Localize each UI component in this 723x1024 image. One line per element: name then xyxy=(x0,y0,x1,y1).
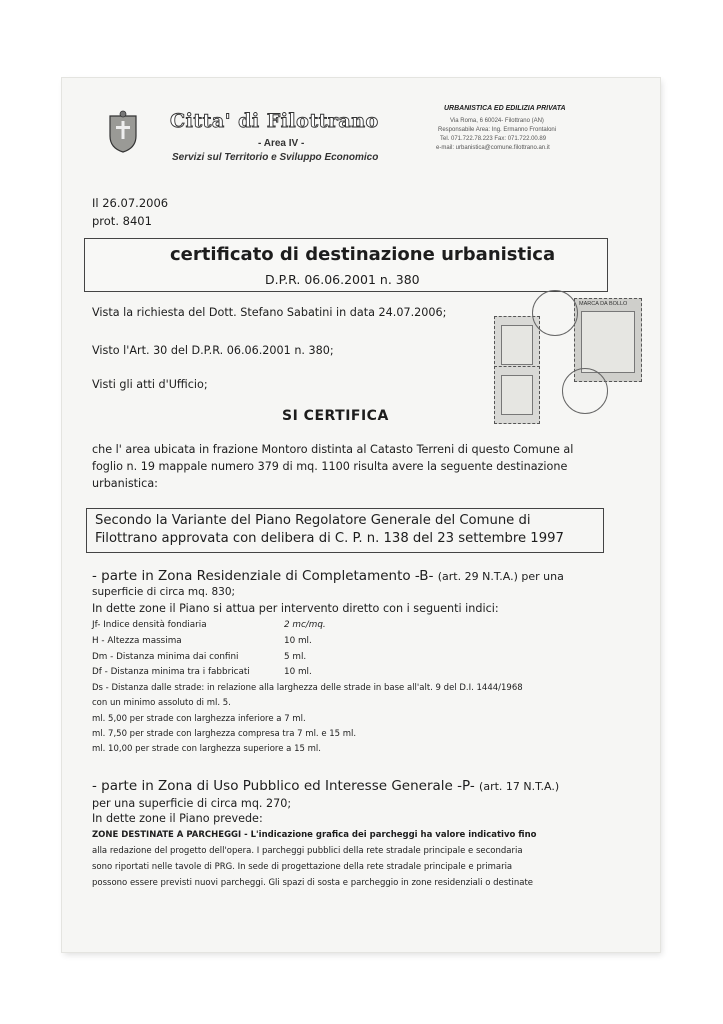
index-value: 2 mc/mq. xyxy=(284,620,326,630)
document-page xyxy=(62,78,660,952)
zone-p-surface: per una superficie di circa mq. 270; xyxy=(92,797,292,810)
ds-line: con un minimo assoluto di ml. 5. xyxy=(92,698,231,708)
city-name: Citta' di Filottrano xyxy=(170,110,379,132)
area-label: - Area IV - xyxy=(258,138,305,149)
si-certifica-heading: SI CERTIFICA xyxy=(282,408,389,424)
revenue-stamp-label: MARCA DA BOLLO xyxy=(579,301,628,307)
office-email: e-mail: urbanistica@comune.filottrano.an.it xyxy=(436,145,550,151)
zone-p-paragraph-line: alla redazione del progetto dell'opera. I parcheggi pubblici della rete stradale principale e secondaria xyxy=(92,846,523,856)
city-crest-icon xyxy=(106,110,140,154)
index-label: Jf- Indice densità fondiaria xyxy=(92,620,207,630)
services-label: Servizi sul Territorio e Sviluppo Economico xyxy=(172,152,379,163)
stamp-small-lower xyxy=(494,366,540,424)
area-description-line: urbanistica: xyxy=(92,477,158,490)
postmark-icon xyxy=(532,290,578,336)
area-description-line: foglio n. 19 mappale numero 379 di mq. 1100 risulta avere la seguente destinazione xyxy=(92,460,568,473)
office-manager: Responsabile Area: Ing. Ermanno Frontaloni xyxy=(438,127,557,133)
index-value: 10 ml. xyxy=(284,636,312,646)
zone-p-intro: In dette zone il Piano prevede: xyxy=(92,812,263,825)
office-title: URBANISTICA ED EDILIZIA PRIVATA xyxy=(444,105,566,112)
zone-b-intro: In dette zone il Piano si attua per intervento diretto con i seguenti indici: xyxy=(92,602,499,615)
index-label: H - Altezza massima xyxy=(92,636,182,646)
zone-p-paragraph-line: ZONE DESTINATE A PARCHEGGI - L'indicazione grafica dei parcheggi ha valore indicativo fino xyxy=(92,830,537,840)
stamp-image xyxy=(501,325,533,365)
certificate-title: certificato di destinazione urbanistica xyxy=(170,244,556,265)
zone-b-surface: superficie di circa mq. 830; xyxy=(92,586,236,598)
zone-p-paragraph-line: possono essere previsti nuovi parcheggi. Gli spazi di sosta e parcheggio in zone residenziali o destinate xyxy=(92,878,534,888)
ds-line: Ds - Distanza dalle strade: in relazione alla larghezza delle strade in base all'alt. 9 del D.I. 1444/1968 xyxy=(92,683,523,693)
zone-b-title: - parte in Zona Residenziale di Completamento -B- xyxy=(92,568,434,584)
zone-b-heading xyxy=(92,568,564,584)
document-date: Il 26.07.2006 xyxy=(92,196,169,210)
area-description-line: che l' area ubicata in frazione Montoro distinta al Catasto Terreni di questo Comune al xyxy=(92,443,574,456)
index-value: 10 ml. xyxy=(284,667,312,677)
zone-p-paragraph-line: sono riportati nelle tavole di PRG. In sede di progettazione della rete stradale principale e primaria xyxy=(92,862,513,872)
zone-p-title: - parte in Zona di Uso Pubblico ed Interesse Generale -P- xyxy=(92,778,475,794)
intro-line: Visto l'Art. 30 del D.P.R. 06.06.2001 n. 380; xyxy=(92,344,334,357)
variant-line: Filottrano approvata con delibera di C. P. n. 138 del 23 settembre 1997 xyxy=(95,531,564,546)
index-label: Dm - Distanza minima dai confini xyxy=(92,652,239,662)
protocol-number: prot. 8401 xyxy=(92,214,152,228)
office-phone: Tel. 071.722.78.223 Fax: 071.722.00.89 xyxy=(440,136,547,142)
index-value: 5 ml. xyxy=(284,652,307,662)
postmark-icon xyxy=(562,368,608,414)
intro-line: Vista la richiesta del Dott. Stefano Sabatini in data 24.07.2006; xyxy=(92,306,447,319)
index-label: Df - Distanza minima tra i fabbricati xyxy=(92,667,250,677)
variant-line: Secondo la Variante del Piano Regolatore Generale del Comune di xyxy=(95,513,531,528)
zone-b-reference: (art. 29 N.T.A.) per una xyxy=(437,570,564,583)
office-address: Via Roma, 6 60024- Filottrano (AN) xyxy=(450,118,544,124)
zone-p-heading xyxy=(92,778,559,794)
variant-box xyxy=(86,508,604,553)
zone-p-reference: (art. 17 N.T.A.) xyxy=(479,780,560,793)
stamp-image xyxy=(501,375,533,415)
certificate-subtitle: D.P.R. 06.06.2001 n. 380 xyxy=(265,272,420,287)
title-box xyxy=(84,238,608,292)
intro-line: Visti gli atti d'Ufficio; xyxy=(92,378,208,391)
ds-line: ml. 10,00 per strade con larghezza superiore a 15 ml. xyxy=(92,744,321,754)
ds-line: ml. 7,50 per strade con larghezza compresa tra 7 ml. e 15 ml. xyxy=(92,729,357,739)
ds-line: ml. 5,00 per strade con larghezza inferiore a 7 ml. xyxy=(92,714,306,724)
stamp-image xyxy=(581,311,635,373)
